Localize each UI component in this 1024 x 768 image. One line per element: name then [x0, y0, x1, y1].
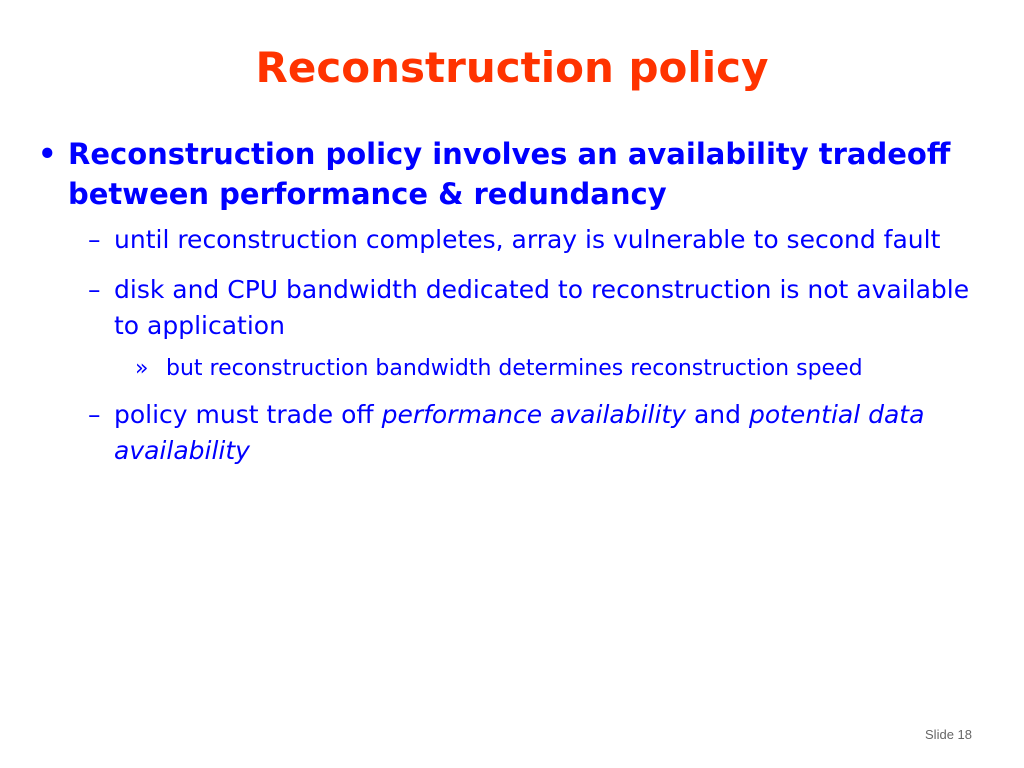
dash-icon: – [88, 400, 101, 429]
slide-title: Reconstruction policy [255, 43, 769, 92]
sub-bullet-1 [38, 222, 988, 258]
sub-bullet-3 [38, 397, 988, 469]
sub-sub-bullet-1 [38, 352, 988, 385]
bullet-main [38, 134, 988, 214]
sub-sub-bullet-1-text: but reconstruction bandwidth determines reconstruction speed [166, 356, 863, 381]
bullet-main-text: Reconstruction policy involves an availability tradeoff between performance & redundancy [68, 137, 951, 211]
sub-bullet-3-emphasis-1: performance availability [381, 400, 687, 429]
sub-bullet-3-prefix: policy must trade off [114, 400, 382, 429]
sub-bullet-1-text: until reconstruction completes, array is vulnerable to second fault [114, 225, 941, 254]
slide-number: Slide 18 [925, 727, 972, 742]
sub-bullet-2-text: disk and CPU bandwidth dedicated to reconstruction is not available to application [114, 275, 970, 340]
bullet-dot-icon: • [38, 137, 57, 171]
sub-bullet-2 [38, 272, 988, 344]
dash-icon: – [88, 275, 101, 304]
sub-bullet-3-mid: and [686, 400, 749, 429]
sub-bullet-3-emphasis-2: potential data availability [114, 400, 925, 465]
double-chevron-icon: » [135, 356, 149, 381]
dash-icon: – [88, 225, 101, 254]
slide-body [38, 134, 988, 483]
